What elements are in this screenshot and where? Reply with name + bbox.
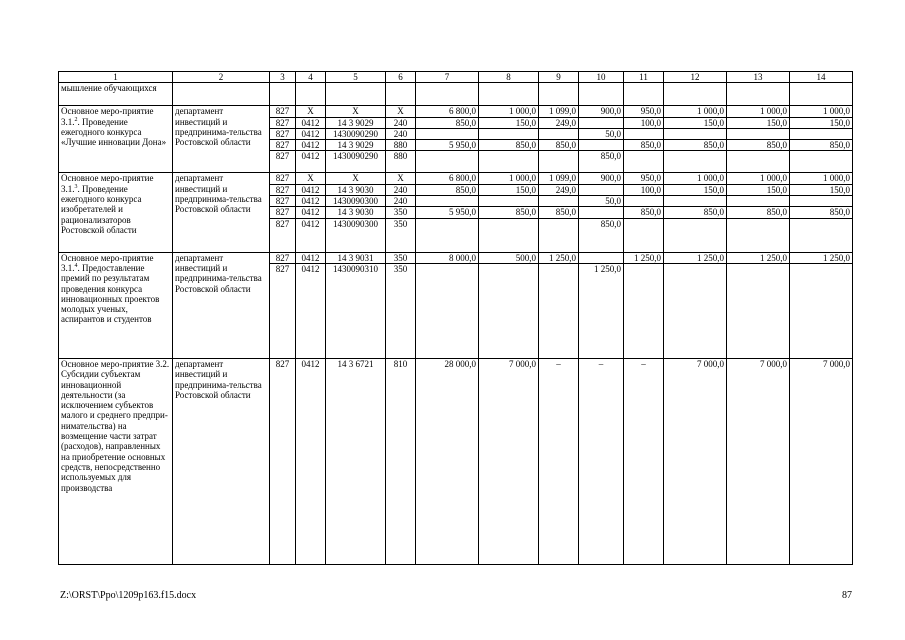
table-cell: 7 000,0	[790, 358, 853, 564]
table-cell: 1 250,0	[539, 252, 579, 263]
table-cell: 880	[386, 151, 416, 173]
header-cell: 8	[479, 72, 539, 83]
table-cell: 0412	[296, 263, 326, 358]
table-cell: 850,0	[416, 184, 479, 195]
table-cell: 827	[270, 263, 296, 358]
table-cell: –	[539, 358, 579, 564]
table-cell: 14 3 9030	[326, 207, 386, 218]
table-cell	[624, 83, 664, 106]
table-cell: 249,0	[539, 117, 579, 128]
table-cell: 0412	[296, 140, 326, 151]
table-cell: 827	[270, 358, 296, 564]
table-cell	[270, 83, 296, 106]
table-cell: 827	[270, 184, 296, 195]
table-cell: 0412	[296, 358, 326, 564]
table-cell: 249,0	[539, 184, 579, 195]
header-cell: 2	[173, 72, 270, 83]
table-cell	[326, 83, 386, 106]
table-cell: 1 250,0	[790, 252, 853, 263]
table-row	[59, 106, 853, 117]
table-cell	[416, 128, 479, 139]
table-cell	[539, 83, 579, 106]
table-cell: 827	[270, 106, 296, 117]
table-cell: 7 000,0	[727, 358, 790, 564]
table-cell: 1 250,0	[624, 252, 664, 263]
table-cell: 827	[270, 151, 296, 173]
table-cell	[664, 263, 727, 358]
table-cell: 150,0	[790, 184, 853, 195]
table-cell: 950,0	[624, 173, 664, 184]
table-cell	[664, 151, 727, 173]
table-cell: 850,0	[416, 117, 479, 128]
activity-name: Основное меро-приятие 3.1.$^2$. Проведение ежегодного конкурса «Лучшие инновации Дона»	[59, 106, 173, 173]
table-cell	[296, 83, 326, 106]
table-cell	[479, 83, 539, 106]
table-cell	[790, 263, 853, 358]
table-cell: 350	[386, 207, 416, 218]
footnote-mark: 3	[74, 183, 78, 190]
table-cell	[539, 263, 579, 358]
table-cell: 850,0	[539, 140, 579, 151]
header-cell: 1	[59, 72, 173, 83]
table-cell: 150,0	[727, 117, 790, 128]
table-cell	[624, 151, 664, 173]
table-cell: 350	[386, 218, 416, 252]
table-cell	[664, 83, 727, 106]
table-cell	[416, 218, 479, 252]
activity-name-part: Проведение ежегодного конкурса изобретателей и рационализаторов Ростовской области	[61, 183, 142, 235]
table-cell	[624, 128, 664, 139]
table-cell: 850,0	[790, 207, 853, 218]
executor: департамент инвестиций и предпринима-тельства Ростовской области	[173, 358, 270, 564]
header-cell: 7	[416, 72, 479, 83]
table-cell: 150,0	[479, 184, 539, 195]
table-cell: 1 000,0	[727, 106, 790, 117]
table-cell: 850,0	[727, 140, 790, 151]
table-cell: 350	[386, 252, 416, 263]
table-cell: 850,0	[579, 218, 624, 252]
table-cell	[624, 196, 664, 207]
table-cell: 827	[270, 207, 296, 218]
header-cell: 6	[386, 72, 416, 83]
table-cell: 827	[270, 218, 296, 252]
table-cell	[416, 263, 479, 358]
table-cell	[479, 151, 539, 173]
table-cell: 850,0	[624, 140, 664, 151]
header-cell: 14	[790, 72, 853, 83]
executor: департамент инвестиций и предпринима-тельства Ростовской области	[173, 252, 270, 358]
table-cell: 850,0	[664, 140, 727, 151]
activity-name: мышление обучающихся	[59, 83, 173, 106]
table-cell: 100,0	[624, 117, 664, 128]
table-cell: 50,0	[579, 128, 624, 139]
table-cell: 0412	[296, 151, 326, 173]
table-cell	[790, 151, 853, 173]
table-row	[59, 83, 853, 106]
table-cell	[664, 218, 727, 252]
table-cell: 950,0	[624, 106, 664, 117]
table-cell: X	[296, 106, 326, 117]
table-cell: 1 000,0	[790, 173, 853, 184]
table-cell	[790, 83, 853, 106]
table-cell: 240	[386, 128, 416, 139]
table-cell: 350	[386, 263, 416, 358]
table-cell: 0412	[296, 207, 326, 218]
table-cell	[790, 196, 853, 207]
table-cell	[579, 252, 624, 263]
table-cell	[727, 151, 790, 173]
activity-name-part: Основное меро-приятие 3.1.	[61, 252, 154, 273]
table-cell: 0412	[296, 252, 326, 263]
table-cell: 14 3 9029	[326, 140, 386, 151]
table-cell: 28 000,0	[416, 358, 479, 564]
table-cell	[579, 140, 624, 151]
footnote-mark: 4	[74, 262, 78, 269]
table-cell: X	[296, 173, 326, 184]
table-cell	[624, 263, 664, 358]
table-cell: 150,0	[664, 117, 727, 128]
table-cell: 240	[386, 184, 416, 195]
table-cell: 850,0	[579, 151, 624, 173]
table-cell: 827	[270, 173, 296, 184]
table-cell: 150,0	[790, 117, 853, 128]
activity-name-part: Основное меро-приятие 3.1.	[61, 106, 154, 127]
table-cell: 810	[386, 358, 416, 564]
page-number: 87	[842, 590, 852, 601]
table-cell: 5 950,0	[416, 207, 479, 218]
header-cell: 9	[539, 72, 579, 83]
header-cell: 5	[326, 72, 386, 83]
table-cell: 150,0	[479, 117, 539, 128]
activity-name: Основное меро-приятие 3.2. Субсидии субъектам инновационной деятельности (за исключением субъектов малого и среднего предпри-нимательства) на возмещение части затрат (расходов), направленных на приобретение основных средств, непосредственно используемых для производства	[59, 358, 173, 564]
table-cell: 1 000,0	[479, 173, 539, 184]
table-cell: 850,0	[479, 207, 539, 218]
table-cell: 850,0	[790, 140, 853, 151]
table-row	[59, 358, 853, 564]
table-cell	[479, 263, 539, 358]
table-cell: 827	[270, 128, 296, 139]
table-cell: 850,0	[539, 207, 579, 218]
table-cell: 0412	[296, 128, 326, 139]
header-row	[59, 72, 853, 83]
table-cell: X	[326, 106, 386, 117]
table-cell: 1 099,0	[539, 106, 579, 117]
table-cell: 1 099,0	[539, 173, 579, 184]
table-cell: 7 000,0	[479, 358, 539, 564]
table-cell: 240	[386, 117, 416, 128]
table-cell	[386, 83, 416, 106]
table-cell: X	[326, 173, 386, 184]
executor: департамент инвестиций и предпринима-тельства Ростовской области	[173, 173, 270, 252]
table-cell: 1 000,0	[664, 173, 727, 184]
table-cell	[479, 128, 539, 139]
header-cell: 12	[664, 72, 727, 83]
footnote-mark: 2	[74, 116, 78, 123]
table-row	[59, 173, 853, 184]
table-cell	[727, 196, 790, 207]
table-cell	[579, 184, 624, 195]
activity-name-part: Проведение ежегодного конкурса «Лучшие инновации Дона»	[61, 116, 167, 148]
table-cell: 850,0	[727, 207, 790, 218]
table-cell: 14 3 6721	[326, 358, 386, 564]
table-cell	[624, 218, 664, 252]
table-cell: X	[386, 173, 416, 184]
table-cell	[790, 128, 853, 139]
table-cell: X	[386, 106, 416, 117]
table-cell: 850,0	[479, 140, 539, 151]
table-cell	[539, 218, 579, 252]
table-cell: 850,0	[664, 207, 727, 218]
table-cell: 50,0	[579, 196, 624, 207]
table-cell: 150,0	[664, 184, 727, 195]
table-cell	[416, 151, 479, 173]
table-cell: 827	[270, 117, 296, 128]
table-cell: 500,0	[479, 252, 539, 263]
table-cell	[539, 151, 579, 173]
executor: департамент инвестиций и предпринима-тельства Ростовской области	[173, 106, 270, 173]
table-cell: 1 250,0	[727, 252, 790, 263]
table-cell: 0412	[296, 196, 326, 207]
table-cell: 827	[270, 196, 296, 207]
table-cell	[727, 83, 790, 106]
table-cell: 1430090310	[326, 263, 386, 358]
table-cell: 150,0	[727, 184, 790, 195]
table-cell	[664, 196, 727, 207]
table-cell	[790, 218, 853, 252]
table-cell	[173, 83, 270, 106]
table-cell: 14 3 9029	[326, 117, 386, 128]
table-cell	[539, 128, 579, 139]
table-cell: 5 950,0	[416, 140, 479, 151]
header-cell: 13	[727, 72, 790, 83]
table-cell: 14 3 9030	[326, 184, 386, 195]
activity-name: Основное меро-приятие 3.1.$^4$. Предоставление премий по результатам проведения конкурса инновационных проектов молодых ученых, аспирантов и студентов	[59, 252, 173, 358]
table-cell: –	[579, 358, 624, 564]
header-cell: 10	[579, 72, 624, 83]
table-cell: 1 000,0	[727, 173, 790, 184]
table-cell: 1 250,0	[579, 263, 624, 358]
table-cell: 1430090300	[326, 218, 386, 252]
table-cell: 1430090290	[326, 151, 386, 173]
table-cell: 1430090300	[326, 196, 386, 207]
table-cell: 8 000,0	[416, 252, 479, 263]
table-cell: 827	[270, 140, 296, 151]
table-cell: 827	[270, 252, 296, 263]
table-cell: 1 000,0	[790, 106, 853, 117]
table-cell: 0412	[296, 184, 326, 195]
table-cell	[727, 218, 790, 252]
table-cell: 900,0	[579, 173, 624, 184]
table-cell	[479, 218, 539, 252]
table-cell: 0412	[296, 218, 326, 252]
table-cell: 6 800,0	[416, 106, 479, 117]
activity-name-part: Предоставление премий по результатам проведения конкурса инновационных проектов молодых ученых, аспирантов и студентов	[61, 262, 160, 325]
activity-name-part: Основное меро-приятие 3.1.	[61, 173, 154, 194]
table-cell: 100,0	[624, 184, 664, 195]
activity-name: Основное меро-приятие 3.1.$^3$. Проведение ежегодного конкурса изобретателей и рационализаторов Ростовской области	[59, 173, 173, 252]
table-cell	[579, 117, 624, 128]
table-cell	[579, 83, 624, 106]
table-cell	[727, 128, 790, 139]
table-cell	[727, 263, 790, 358]
budget-table	[58, 71, 853, 565]
table-cell	[539, 196, 579, 207]
table-cell	[664, 128, 727, 139]
file-path: Z:\ORST\Ppo\1209p163.f15.docx	[60, 590, 197, 601]
table-cell: 1 250,0	[664, 252, 727, 263]
table-cell: 240	[386, 196, 416, 207]
table-cell: 14 3 9031	[326, 252, 386, 263]
table-cell: 880	[386, 140, 416, 151]
table-cell: 850,0	[624, 207, 664, 218]
table-cell: –	[624, 358, 664, 564]
table-cell	[416, 83, 479, 106]
table-cell: 0412	[296, 117, 326, 128]
header-cell: 11	[624, 72, 664, 83]
table-row	[59, 252, 853, 263]
header-cell: 4	[296, 72, 326, 83]
table-cell	[479, 196, 539, 207]
table-cell: 1430090290	[326, 128, 386, 139]
table-cell	[579, 207, 624, 218]
table-cell: 1 000,0	[664, 106, 727, 117]
table-cell: 900,0	[579, 106, 624, 117]
table-cell: 1 000,0	[479, 106, 539, 117]
header-cell: 3	[270, 72, 296, 83]
table-cell	[416, 196, 479, 207]
table-cell: 6 800,0	[416, 173, 479, 184]
table-cell: 7 000,0	[664, 358, 727, 564]
